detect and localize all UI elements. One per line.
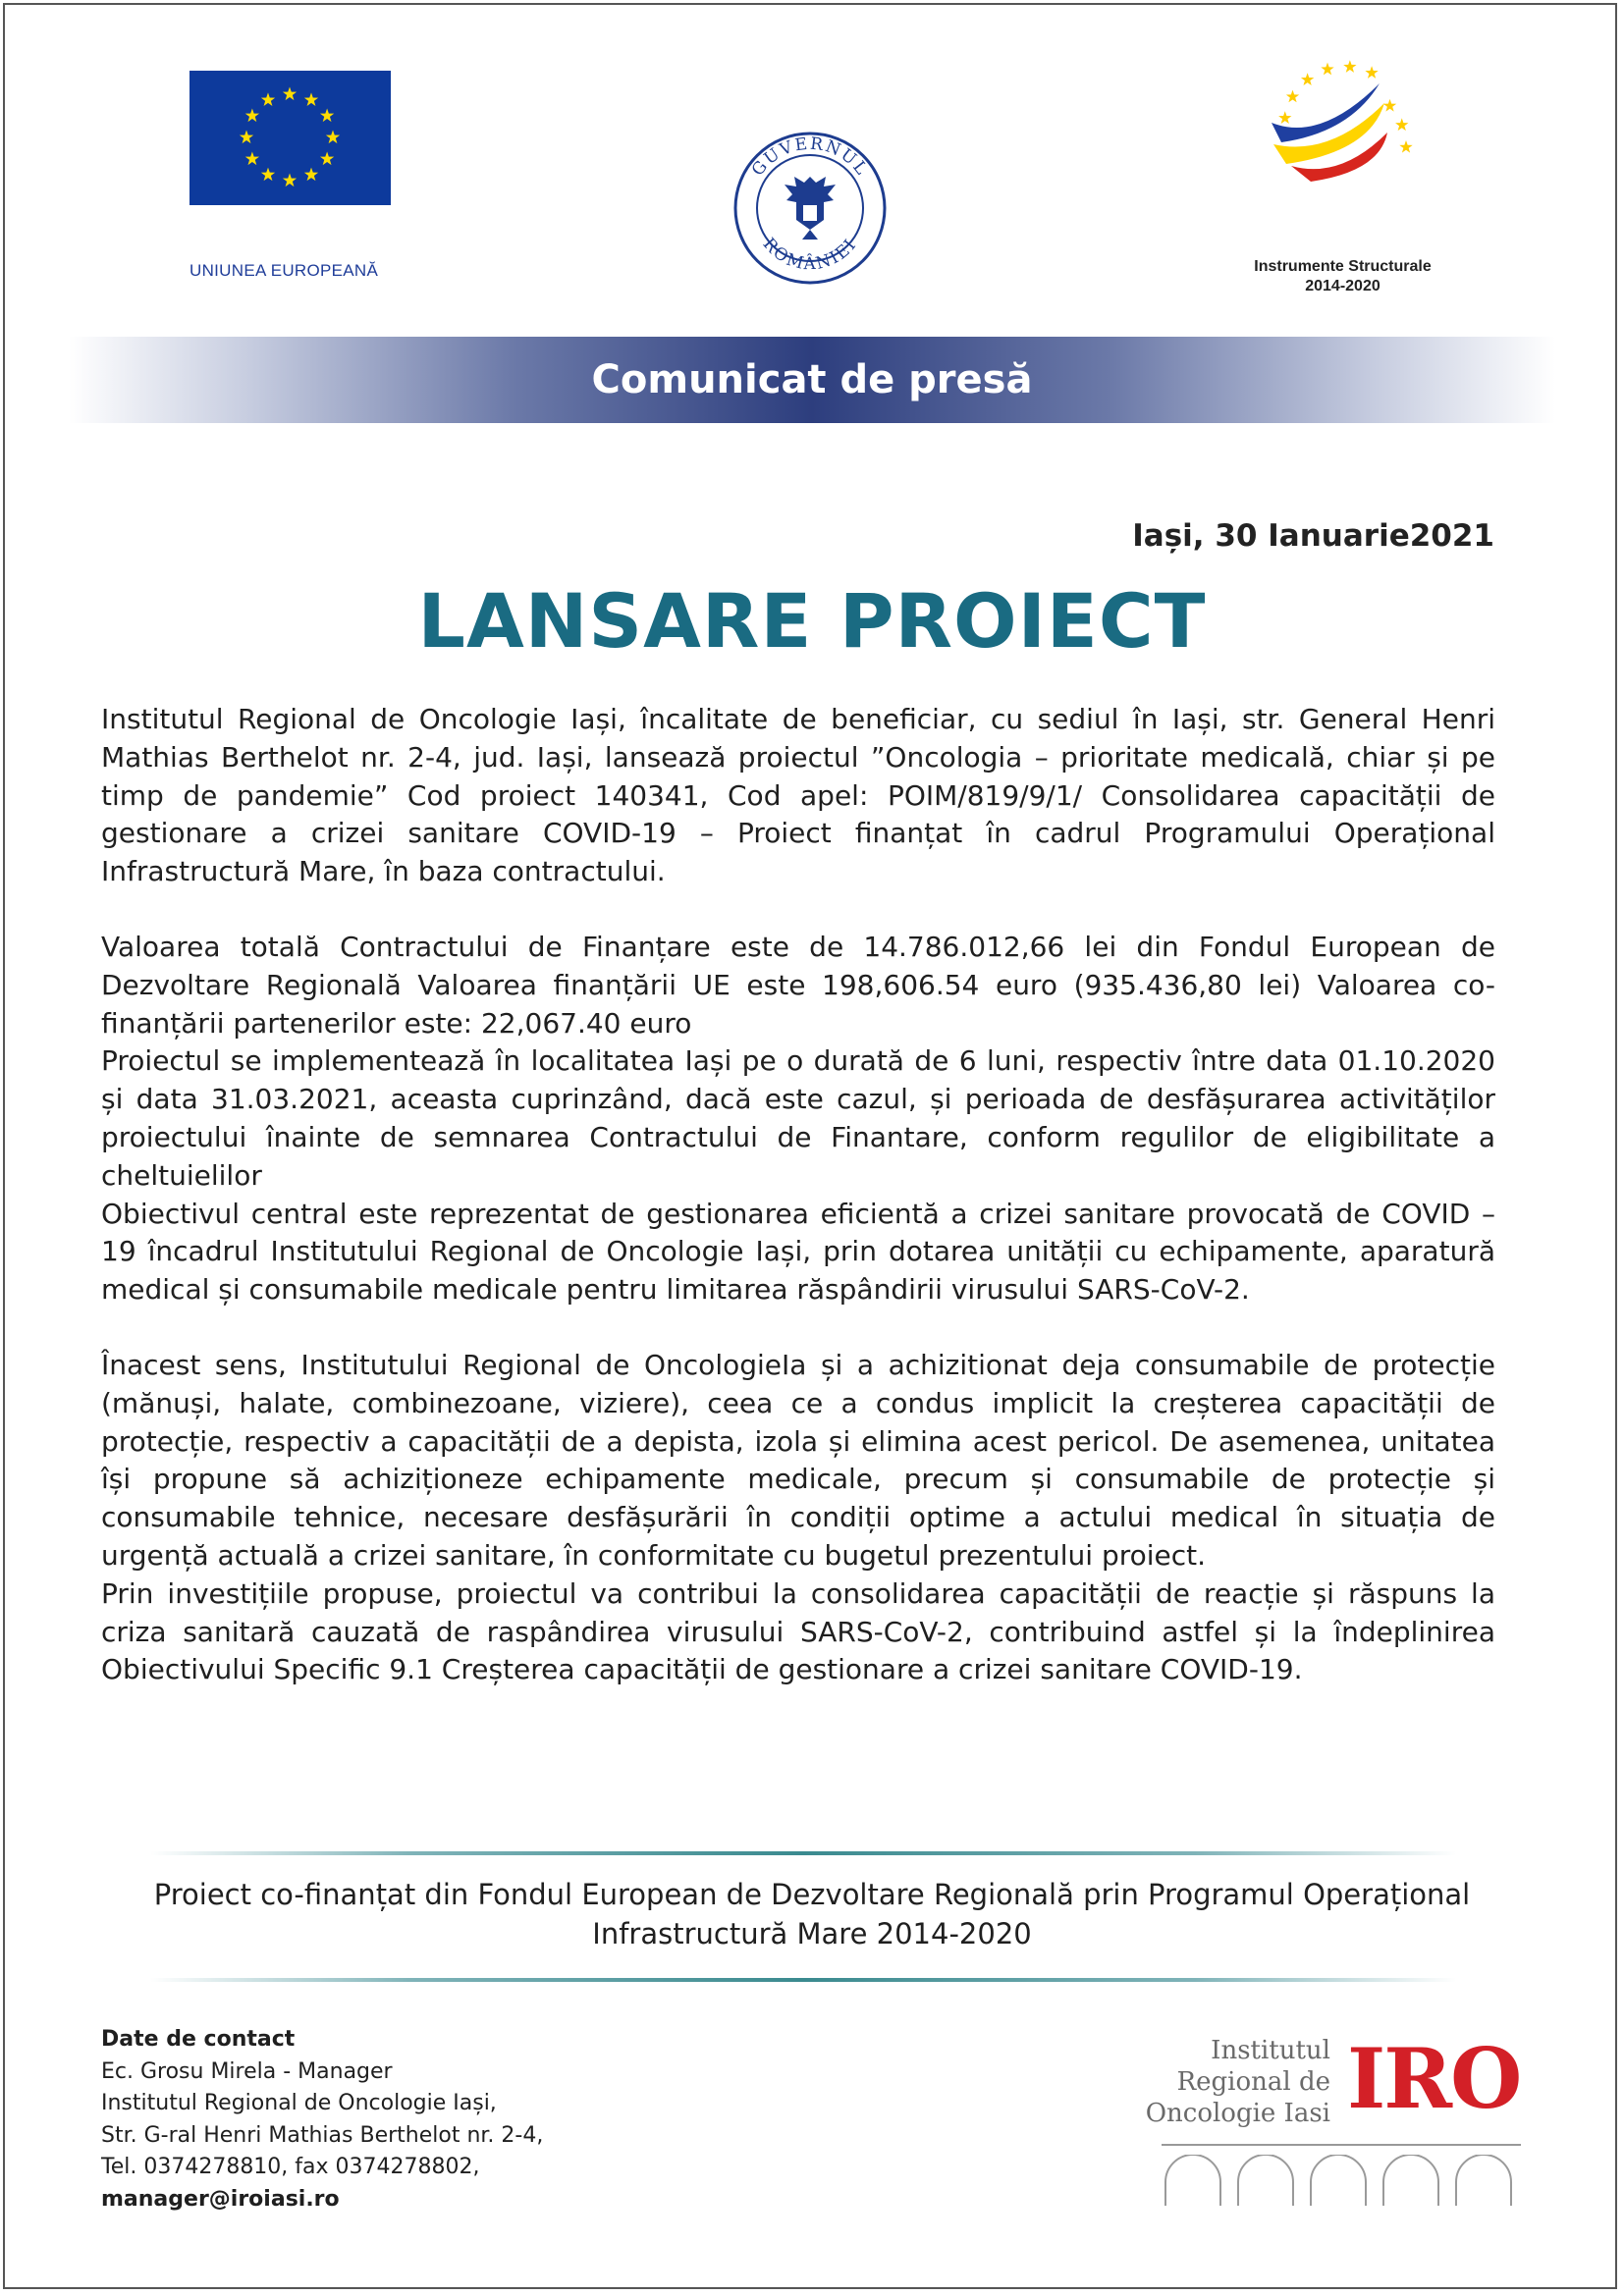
eu-star-icon xyxy=(326,131,340,144)
instrumente-structurale-caption xyxy=(1218,257,1468,296)
eagle-icon xyxy=(785,177,836,240)
press-release-body xyxy=(101,701,1495,1689)
iro-logo-text xyxy=(1134,2035,1330,2129)
divider-top xyxy=(150,1851,1456,1855)
paragraph: Prin investițiile propuse, proiectul va contribui la consolidarea capacității de reacție și răspuns la criza sanitară cauzată de raspândirea virusului SARS-CoV-2, contribuind astfel și la îndeplinirea Obiectivului Specific 9.1 Creșterea capacității de gestionare a crizei sanitare COVID-19. xyxy=(101,1576,1495,1686)
eu-star-icon xyxy=(261,92,275,106)
iro-logo-line2: Regional de xyxy=(1176,2067,1330,2097)
contact-line: Str. G-ral Henri Mathias Berthelot nr. 2-4, xyxy=(101,2122,544,2148)
eu-star-icon xyxy=(240,131,253,144)
is-caption-line2: 2014-2020 xyxy=(1305,278,1380,294)
contact-line: Tel. 0374278810, fax 0374278802, xyxy=(101,2155,480,2179)
eu-star-icon xyxy=(304,168,318,182)
contact-line: Ec. Grosu Mirela - Manager xyxy=(101,2058,393,2084)
is-star-icon xyxy=(1383,99,1396,112)
eu-star-icon xyxy=(245,152,259,166)
is-star-icon xyxy=(1365,66,1378,79)
cofinancing-note-line2: Infrastructură Mare 2014-2020 xyxy=(592,1917,1032,1950)
seal-bottom-text: ROMÂNIEI xyxy=(758,234,862,275)
eu-caption: UNIUNEA EUROPEANĂ xyxy=(189,261,379,280)
contact-label: Date de contact xyxy=(101,2027,296,2052)
government-seal-logo xyxy=(731,130,889,287)
seal-top-text: GUVERNUL xyxy=(747,133,873,181)
paragraph: Institutul Regional de Oncologie Iași, încalitate de beneficiar, cu sediul în Iași, str. General Henri Mathias Berthelot nr. 2-4, jud. Iași, lansează proiectul ”Oncologia – prioritate medicală, chiar și pe timp de pandemie” Cod proiect 140341, Cod apel: POIM/819/9/1/ Consolidarea capacității de gestionare a crizei sanitare COVID-19 – Proiect finanțat în cadrul Programului Operațional Infrastructură Mare, în baza contractului. xyxy=(101,703,1495,888)
is-star-icon xyxy=(1301,73,1314,85)
iro-logo-line1: Institutul xyxy=(1211,2036,1330,2065)
svg-text:GUVERNUL xyxy=(748,134,872,181)
divider-bottom xyxy=(150,1978,1456,1982)
iro-logo-line3: Oncologie Iasi xyxy=(1145,2099,1330,2128)
document-title: LANSARE PROIECT xyxy=(417,577,1207,665)
paragraph: Obiectivul central este reprezentat de gestionarea eficientă a crizei sanitare provocată de COVID – 19 încadrul Institutului Regional de Oncologie Iași, prin dotarea unității cu echipamente, aparatură medical și consumabile medicale pentru limitarea răspândirii virusului SARS-CoV-2. xyxy=(101,1197,1495,1307)
eu-star-icon xyxy=(283,87,297,101)
is-star-icon xyxy=(1395,118,1408,131)
is-caption-line1: Instrumente Structurale xyxy=(1254,258,1432,275)
is-star-icon xyxy=(1278,111,1291,124)
eu-stars-icon xyxy=(189,71,391,205)
eu-star-icon xyxy=(245,109,259,123)
is-star-icon xyxy=(1321,63,1333,76)
paragraph: Înacest sens, Institutului Regional de OncologieIa și a achizitionat deja consumabile de protecție (mănuși, halate, combinezoane, viziere), ceea ce a condus implicit la creșterea capacității de protecție, respectiv a capacității de a depista, izola și elimina acest pericol. De asemenea, unitatea își propune să achiziționeze echipamente medicale, precum și consumabile de protecție și consumabile tehnice, necesare desfășurării în condiții optime a actului medical în situația de urgență actuală a crizei sanitare, în conformitate cu bugetul prezentului proiect. xyxy=(101,1348,1495,1572)
paragraph: Valoarea totală Contractului de Finanțare este de 14.786.012,66 lei din Fondul European de Dezvoltare Regională Valoarea finanțării UE este 198,606.54 euro (935.436,80 lei) Valoarea co-finanțării partenerilor este: 22,067.40 euro xyxy=(101,930,1495,1040)
cofinancing-note xyxy=(0,1875,1624,1953)
eu-star-icon xyxy=(283,174,297,187)
instrumente-structurale-logo xyxy=(1262,54,1419,201)
press-release-banner xyxy=(69,337,1555,423)
eu-star-icon xyxy=(304,92,318,106)
contact-email[interactable]: manager@iroiasi.ro xyxy=(101,2186,340,2212)
release-date: Iași, 30 Ianuarie2021 xyxy=(1132,518,1494,554)
contact-block xyxy=(101,2024,543,2216)
eu-star-icon xyxy=(261,168,275,182)
contact-line: Institutul Regional de Oncologie Iași, xyxy=(101,2091,497,2115)
is-star-icon xyxy=(1286,90,1299,103)
eu-star-icon xyxy=(320,109,334,123)
iro-logo-mark: IRO xyxy=(1347,2030,1521,2127)
eu-flag-logo xyxy=(189,71,391,205)
banner-title: Comunicat de presă xyxy=(591,357,1033,402)
svg-text:ROMÂNIEI xyxy=(759,235,861,274)
is-star-icon xyxy=(1399,140,1412,153)
cofinancing-note-line1: Proiect co-finanțat din Fondul European de Dezvoltare Regională prin Programul Operațional xyxy=(153,1878,1471,1911)
paragraph: Proiectul se implementează în localitatea Iași pe o durată de 6 luni, respectiv între data 01.10.2020 și data 31.03.2021, aceasta cuprinzând, dacă este cazul, și perioada de desfășurarea activităților proiectului înainte de semnarea Contractului de Finantare, conform regulilor de eligibilitate a cheltuielilor xyxy=(101,1044,1495,1192)
eu-star-icon xyxy=(320,152,334,166)
is-star-icon xyxy=(1343,60,1356,73)
iro-logo-rule xyxy=(1162,2144,1521,2146)
iro-arches-icon xyxy=(1162,2155,1521,2206)
